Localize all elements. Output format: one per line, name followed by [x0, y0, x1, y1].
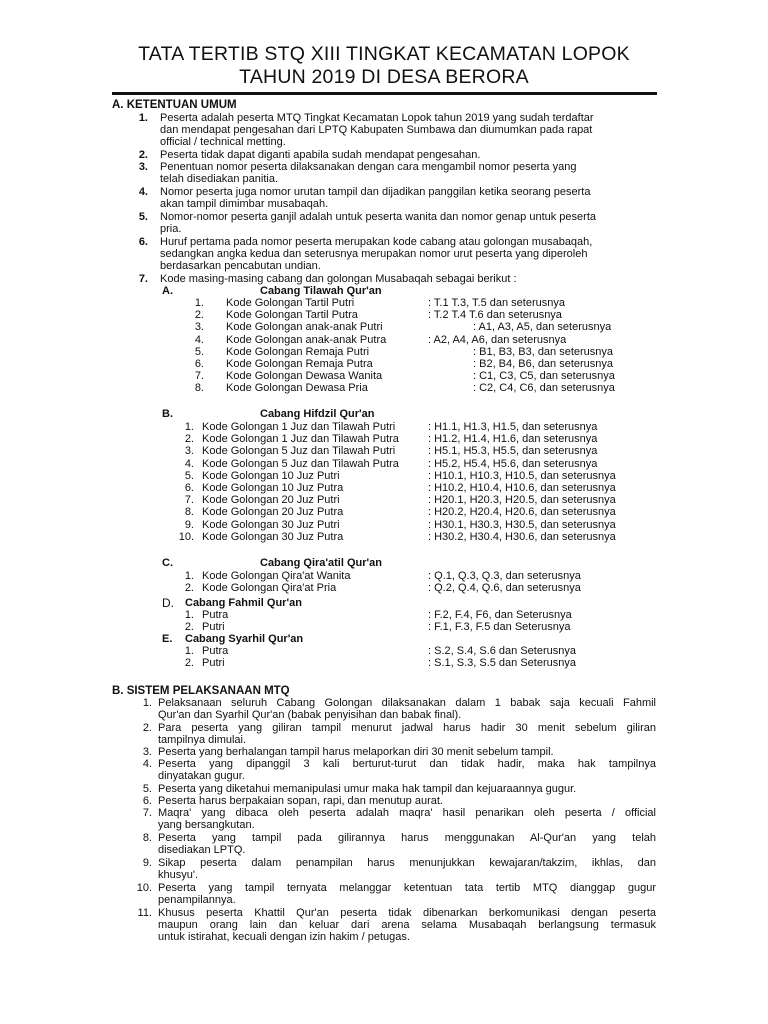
cabang-c-row-number: 1. [184, 570, 194, 582]
cabang-c-row-code: : Q.2, Q.4, Q.6, dan seterusnya [428, 582, 581, 595]
cabang-b-title: Cabang Hifdzil Qur'an [260, 408, 375, 420]
cabang-c-row-label: Kode Golongan Qira'at Pria [202, 582, 337, 595]
cabang-a-row-code: : C1, C3, C5, dan seterusnya [473, 370, 615, 383]
cabang-e-title: Cabang Syarhil Qur'an [185, 633, 304, 645]
section-a-item-line: Penentuan nomor peserta dilaksanakan dengan cara mengambil nomor peserta yang [160, 161, 577, 173]
section-b-item-number: 2. [142, 722, 152, 734]
section-b-item-number: 6. [142, 795, 152, 807]
cabang-c-row-label: Kode Golongan Qira'at Wanita [202, 570, 351, 582]
section-b-item-line: Pelaksanaan seluruh Cabang Golongan dilaksanakan dalam 1 babak saja kecuali Fahmil [158, 697, 656, 709]
cabang-b-row-code: : H30.2, H30.4, H30.6, dan seterusnya [428, 530, 616, 543]
cabang-d-row-number: 2. [184, 621, 194, 634]
cabang-e-row-number: 2. [184, 657, 194, 670]
cabang-b-row-number: 7. [184, 494, 194, 507]
section-a-item-line: official / technical metting. [160, 136, 286, 149]
cabang-b-row-label: Kode Golongan 30 Juz Putri [202, 518, 340, 531]
section-b-item-line: maupun orang lain dan keluar dari arena selama Musabaqah berlangsung termasuk [158, 919, 656, 932]
cabang-e-row-code: : S.2, S.4, S.6 dan Seterusnya [428, 645, 576, 657]
cabang-a-row-code: : A1, A3, A5, dan seterusnya [473, 321, 612, 334]
cabang-b-row-code: : H1.2, H1.4, H1.6, dan seterusnya [428, 433, 598, 446]
section-b-item-line: Sikap peserta dalam penampilan harus menunjukkan kewajaran/takzim, ikhlas, dan [158, 857, 656, 869]
cabang-b-row-label: Kode Golongan 30 Juz Putra [202, 530, 344, 543]
section-b-item-number: 5. [142, 783, 152, 795]
cabang-b-letter: B. [162, 408, 173, 420]
cabang-a-row-code: : C2, C4, C6, dan seterusnya [473, 382, 615, 395]
section-b-item-line: tampilnya dimulai. [158, 734, 247, 747]
section-a-item-line: telah disediakan panitia. [160, 173, 279, 186]
section-b-item-line: yang bersangkutan. [158, 819, 255, 832]
cabang-b-row-number: 4. [184, 457, 194, 470]
cabang-e-row-label: Putra [202, 645, 229, 657]
cabang-c-row-number: 2. [184, 582, 194, 595]
section-b-item-line: Peserta yang berhalangan tampil harus melaporkan diri 30 menit sebelum tampil. [158, 746, 554, 758]
section-a-item-number: 4. [138, 186, 148, 198]
cabang-d-title: Cabang Fahmil Qur'an [185, 597, 302, 609]
section-b-item-number: 9. [142, 857, 152, 869]
cabang-a-letter: A. [162, 285, 173, 297]
section-b-item-line: Peserta yang tampil pada gilirannya harus menggunakan Al-Qur'an yang telah [158, 832, 656, 844]
cabang-a-row-number: 5. [194, 345, 204, 358]
cabang-a-row-number: 2. [194, 309, 204, 322]
cabang-b-row-code: : H20.2, H20.4, H20.6, dan seterusnya [428, 506, 616, 519]
section-a-item-line: Nomor-nomor peserta ganjil adalah untuk peserta wanita dan nomor genap untuk peserta [160, 211, 596, 223]
cabang-b-row-number: 1. [184, 421, 194, 433]
cabang-b-row-number: 2. [184, 433, 194, 446]
cabang-b-row-label: Kode Golongan 10 Juz Putra [202, 482, 344, 494]
cabang-a-row-code: : B2, B4, B6, dan seterusnya [473, 358, 614, 370]
cabang-a-row-label: Kode Golongan Remaja Putri [226, 345, 370, 358]
section-b-item-number: 8. [142, 832, 152, 844]
section-b-item-line: Peserta yang tampil ternyata melanggar ketentuan tata tertib MTQ dianggap gugur [158, 882, 656, 894]
cabang-e-row-code: : S.1, S.3, S.5 dan Seterusnya [428, 657, 576, 670]
cabang-b-row-code: : H1.1, H1.3, H1.5, dan seterusnya [428, 421, 598, 433]
section-a-item-number: 2. [138, 149, 148, 161]
cabang-b-row-number: 3. [184, 445, 194, 458]
cabang-d-row-label: Putri [202, 621, 225, 634]
section-b-item-number: 7. [142, 807, 152, 819]
cabang-b-row-label: Kode Golongan 5 Juz dan Tilawah Putri [202, 445, 396, 458]
cabang-e-row-number: 1. [184, 645, 194, 657]
cabang-c-title: Cabang Qira'atil Qur'an [260, 557, 382, 569]
cabang-d-row-label: Putra [202, 609, 229, 621]
section-b-item-number: 10. [136, 882, 152, 894]
section-a-item-line: akan tampil dimimbar musabaqah. [160, 198, 329, 211]
section-a-item-number: 5. [138, 211, 148, 223]
section-b-item-number: 1. [142, 697, 152, 709]
section-a-item-line: berdasarkan pencabutan undian. [160, 260, 321, 273]
section-b-item-line: Khusus peserta Khattil Qur'an peserta tidak dibenarkan berkomunikasi dengan peserta [158, 907, 656, 919]
cabang-b-row-label: Kode Golongan 1 Juz dan Tilawah Putra [202, 433, 399, 446]
section-a-item-line: Nomor peserta juga nomor urutan tampil dan dijadikan panggilan ketika seorang peserta [160, 186, 591, 198]
document-title-line-1: TATA TERTIB STQ XIII TINGKAT KECAMATAN LOPOK [138, 43, 630, 65]
cabang-b-row-number: 10. [178, 530, 194, 543]
section-a-item-number: 3. [138, 161, 148, 173]
section-b-item-number: 11. [137, 907, 152, 919]
cabang-b-row-label: Kode Golongan 20 Juz Putri [202, 494, 340, 507]
cabang-b-row-code: : H10.2, H10.4, H10.6, dan seterusnya [428, 482, 616, 494]
section-a-item-number: 6. [138, 236, 148, 248]
section-b-heading: B. SISTEM PELAKSANAAN MTQ [112, 685, 290, 697]
section-b-item-line: Para peserta yang giliran tampil menurut jadwal harus hadir 30 menit sebelum giliran [158, 722, 656, 734]
section-b-item-number: 4. [142, 758, 152, 770]
section-b-item-line: Peserta yang diketahui memanipulasi umur maka hak tampil dan kejuaraannya gugur. [158, 783, 577, 795]
cabang-a-row-label: Kode Golongan Remaja Putra [226, 358, 373, 370]
cabang-a-row-number: 1. [194, 297, 204, 309]
section-a-item-line: dan mendapat pengesahan dari LPTQ Kabupaten Sumbawa dan diumumkan pada rapat [160, 124, 593, 137]
section-b-item-line: disediakan LPTQ. [158, 844, 246, 857]
cabang-b-row-label: Kode Golongan 10 Juz Putri [202, 469, 340, 482]
cabang-b-row-code: : H5.1, H5.3, H5.5, dan seterusnya [428, 445, 598, 458]
cabang-d-letter: D. [162, 596, 174, 610]
cabang-a-row-number: 6. [194, 358, 204, 370]
section-a-item-number: 1. [138, 112, 148, 124]
cabang-a-row-code: : T.2 T.4 T.6 dan seterusnya [428, 309, 562, 322]
cabang-a-row-label: Kode Golongan Tartil Putri [226, 297, 355, 309]
cabang-b-row-number: 8. [184, 506, 194, 519]
section-a-item-line: sedangkan angka kedua dan seterusnya merupakan nomor urut peserta yang diperoleh [160, 248, 588, 261]
cabang-b-row-number: 5. [184, 469, 194, 482]
section-a-item-line: Peserta adalah peserta MTQ Tingkat Kecamatan Lopok tahun 2019 yang sudah terdaftar [160, 112, 594, 124]
cabang-a-row-label: Kode Golongan anak-anak Putri [226, 321, 383, 334]
cabang-a-row-number: 3. [194, 321, 204, 334]
cabang-a-row-code: : T.1 T.3, T.5 dan seterusnya [428, 297, 565, 309]
cabang-a-row-label: Kode Golongan anak-anak Putra [226, 333, 387, 346]
section-b-item-number: 3. [142, 746, 152, 758]
section-a-heading: A. KETENTUAN UMUM [112, 99, 237, 111]
section-a-item-number: 7. [138, 273, 148, 285]
cabang-a-row-code: : A2, A4, A6, dan seterusnya [428, 333, 567, 346]
cabang-b-row-code: : H10.1, H10.3, H10.5, dan seterusnya [428, 469, 616, 482]
section-b-item-line: Peserta yang dipanggil 3 kali berturut-turut dan tidak hadir, maka hak tampilnya [158, 758, 656, 770]
cabang-a-row-number: 4. [194, 333, 204, 346]
cabang-d-row-number: 1. [184, 609, 194, 621]
section-b-item-line: untuk istirahat, kecuali dengan izin hakim / petugas. [158, 931, 410, 944]
section-b-item-line: Qur'an dan Syarhil Qur'an (babak penyisihan dan babak final). [158, 709, 462, 722]
section-a-item-line: Kode masing-masing cabang dan golongan Musabaqah sebagai berikut : [160, 273, 517, 285]
document-title-line-2: TAHUN 2019 DI DESA BERORA [239, 66, 529, 88]
cabang-b-row-label: Kode Golongan 1 Juz dan Tilawah Putri [202, 421, 396, 433]
cabang-e-letter: E. [162, 633, 173, 645]
cabang-b-row-code: : H30.1, H30.3, H30.5, dan seterusnya [428, 518, 616, 531]
cabang-e-row-label: Putri [202, 657, 225, 670]
cabang-a-row-number: 8. [194, 382, 204, 395]
section-a-item-line: Peserta tidak dapat diganti apabila sudah mendapat pengesahan. [160, 149, 481, 161]
cabang-a-row-number: 7. [194, 370, 204, 383]
cabang-d-row-code: : F.2, F.4, F6, dan Seterusnya [428, 609, 572, 621]
section-b-item-line: Peserta harus berpakaian sopan, rapi, dan menutup aurat. [158, 795, 443, 807]
section-b-item-line: khusyu'. [158, 869, 199, 882]
cabang-a-title: Cabang Tilawah Qur'an [260, 285, 382, 297]
cabang-a-row-label: Kode Golongan Dewasa Pria [226, 382, 368, 395]
cabang-b-row-number: 6. [184, 482, 194, 494]
cabang-b-row-label: Kode Golongan 20 Juz Putra [202, 506, 344, 519]
cabang-b-row-code: : H20.1, H20.3, H20.5, dan seterusnya [428, 494, 616, 507]
cabang-b-row-code: : H5.2, H5.4, H5.6, dan seterusnya [428, 457, 598, 470]
title-underline [112, 92, 657, 95]
cabang-b-row-label: Kode Golongan 5 Juz dan Tilawah Putra [202, 457, 399, 470]
cabang-a-row-label: Kode Golongan Dewasa Wanita [226, 370, 383, 383]
cabang-c-row-code: : Q.1, Q.3, Q.3, dan seterusnya [428, 570, 581, 582]
cabang-c-letter: C. [162, 557, 173, 569]
section-b-item-line: Maqra' yang dibaca oleh peserta adalah maqra' hasil penarikan oleh peserta / official [158, 807, 656, 819]
cabang-a-row-label: Kode Golongan Tartil Putra [226, 309, 358, 322]
cabang-d-row-code: : F.1, F.3, F.5 dan Seterusnya [428, 621, 571, 634]
cabang-b-row-number: 9. [184, 518, 194, 531]
section-b-item-line: penampilannya. [158, 894, 236, 907]
section-a-item-line: Huruf pertama pada nomor peserta merupakan kode cabang atau golongan musabaqah, [160, 236, 593, 248]
section-b-item-line: dinyatakan gugur. [158, 770, 245, 783]
cabang-a-row-code: : B1, B3, B3, dan seterusnya [473, 345, 614, 358]
section-a-item-line: pria. [160, 223, 182, 236]
